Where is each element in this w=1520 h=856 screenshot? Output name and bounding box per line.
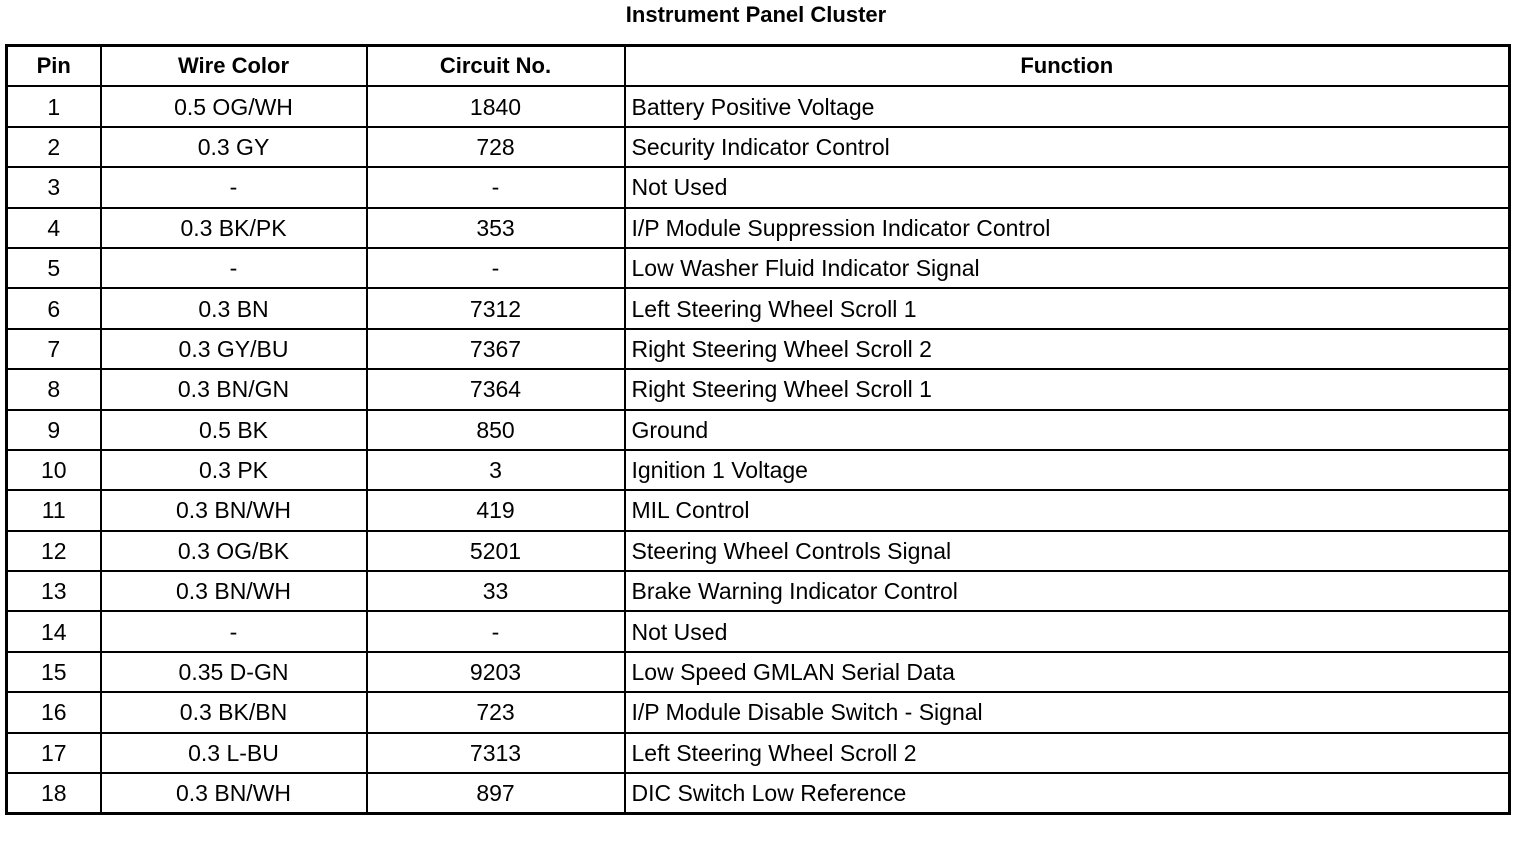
cell-pin: 13 bbox=[7, 571, 101, 611]
cell-function: Brake Warning Indicator Control bbox=[625, 571, 1510, 611]
table-row bbox=[7, 208, 1510, 248]
cell-pin: 4 bbox=[7, 208, 101, 248]
header-circuit-no: Circuit No. bbox=[367, 46, 625, 87]
table-row bbox=[7, 490, 1510, 530]
table-row bbox=[7, 611, 1510, 651]
cell-wire-color: - bbox=[101, 248, 367, 288]
cell-wire-color: 0.3 L-BU bbox=[101, 733, 367, 773]
table-row bbox=[7, 369, 1510, 409]
table-header-row bbox=[7, 46, 1510, 87]
table-body bbox=[7, 86, 1510, 814]
cell-circuit-no: - bbox=[367, 248, 625, 288]
page-title: Instrument Panel Cluster bbox=[625, 2, 887, 27]
table-row bbox=[7, 127, 1510, 167]
cell-wire-color: 0.5 OG/WH bbox=[101, 86, 367, 126]
cell-pin: 10 bbox=[7, 450, 101, 490]
table-row bbox=[7, 450, 1510, 490]
cell-circuit-no: 7364 bbox=[367, 369, 625, 409]
table-row bbox=[7, 248, 1510, 288]
table-row bbox=[7, 773, 1510, 814]
cell-function: Ground bbox=[625, 410, 1510, 450]
cell-function: MIL Control bbox=[625, 490, 1510, 530]
cell-function: Right Steering Wheel Scroll 1 bbox=[625, 369, 1510, 409]
cell-wire-color: 0.3 PK bbox=[101, 450, 367, 490]
cell-circuit-no: 7313 bbox=[367, 733, 625, 773]
cell-wire-color: 0.3 BK/PK bbox=[101, 208, 367, 248]
cell-pin: 14 bbox=[7, 611, 101, 651]
cell-wire-color: - bbox=[101, 611, 367, 651]
cell-pin: 17 bbox=[7, 733, 101, 773]
cell-function: Low Speed GMLAN Serial Data bbox=[625, 652, 1510, 692]
header-function: Function bbox=[625, 46, 1510, 87]
cell-wire-color: - bbox=[101, 167, 367, 207]
cell-circuit-no: 9203 bbox=[367, 652, 625, 692]
cell-function: Not Used bbox=[625, 611, 1510, 651]
cell-circuit-no: 723 bbox=[367, 692, 625, 732]
cell-pin: 7 bbox=[7, 329, 101, 369]
cell-circuit-no: 3 bbox=[367, 450, 625, 490]
cell-pin: 18 bbox=[7, 773, 101, 814]
cell-pin: 12 bbox=[7, 531, 101, 571]
table-row bbox=[7, 692, 1510, 732]
cell-pin: 16 bbox=[7, 692, 101, 732]
cell-function: I/P Module Suppression Indicator Control bbox=[625, 208, 1510, 248]
table-row bbox=[7, 288, 1510, 328]
connector-pin-table bbox=[5, 44, 1511, 815]
cell-wire-color: 0.3 BN/WH bbox=[101, 773, 367, 814]
cell-wire-color: 0.3 BK/BN bbox=[101, 692, 367, 732]
header-wire-color: Wire Color bbox=[101, 46, 367, 87]
cell-circuit-no: - bbox=[367, 167, 625, 207]
table-row bbox=[7, 652, 1510, 692]
cell-function: Right Steering Wheel Scroll 2 bbox=[625, 329, 1510, 369]
cell-function: Battery Positive Voltage bbox=[625, 86, 1510, 126]
cell-circuit-no: 7312 bbox=[367, 288, 625, 328]
cell-circuit-no: - bbox=[367, 611, 625, 651]
cell-pin: 15 bbox=[7, 652, 101, 692]
table-row bbox=[7, 531, 1510, 571]
cell-pin: 3 bbox=[7, 167, 101, 207]
cell-wire-color: 0.3 BN/WH bbox=[101, 571, 367, 611]
cell-wire-color: 0.3 BN/GN bbox=[101, 369, 367, 409]
cell-function: I/P Module Disable Switch - Signal bbox=[625, 692, 1510, 732]
cell-circuit-no: 5201 bbox=[367, 531, 625, 571]
header-pin: Pin bbox=[7, 46, 101, 87]
cell-circuit-no: 419 bbox=[367, 490, 625, 530]
table-row bbox=[7, 410, 1510, 450]
cell-function: Steering Wheel Controls Signal bbox=[625, 531, 1510, 571]
table-row bbox=[7, 571, 1510, 611]
table-row bbox=[7, 167, 1510, 207]
cell-circuit-no: 897 bbox=[367, 773, 625, 814]
table-row bbox=[7, 86, 1510, 126]
cell-wire-color: 0.5 BK bbox=[101, 410, 367, 450]
cell-function: Left Steering Wheel Scroll 1 bbox=[625, 288, 1510, 328]
cell-circuit-no: 33 bbox=[367, 571, 625, 611]
cell-function: Not Used bbox=[625, 167, 1510, 207]
cell-function: Security Indicator Control bbox=[625, 127, 1510, 167]
cell-function: Low Washer Fluid Indicator Signal bbox=[625, 248, 1510, 288]
cell-circuit-no: 353 bbox=[367, 208, 625, 248]
table-row bbox=[7, 329, 1510, 369]
cell-pin: 9 bbox=[7, 410, 101, 450]
cell-circuit-no: 850 bbox=[367, 410, 625, 450]
cell-pin: 6 bbox=[7, 288, 101, 328]
cell-wire-color: 0.3 GY/BU bbox=[101, 329, 367, 369]
cell-circuit-no: 7367 bbox=[367, 329, 625, 369]
cell-function: Ignition 1 Voltage bbox=[625, 450, 1510, 490]
cell-pin: 2 bbox=[7, 127, 101, 167]
cell-pin: 5 bbox=[7, 248, 101, 288]
cell-wire-color: 0.3 GY bbox=[101, 127, 367, 167]
cell-pin: 1 bbox=[7, 86, 101, 126]
cell-wire-color: 0.3 BN bbox=[101, 288, 367, 328]
cell-circuit-no: 1840 bbox=[367, 86, 625, 126]
table-row bbox=[7, 733, 1510, 773]
cell-wire-color: 0.3 OG/BK bbox=[101, 531, 367, 571]
cell-circuit-no: 728 bbox=[367, 127, 625, 167]
cell-pin: 8 bbox=[7, 369, 101, 409]
cell-pin: 11 bbox=[7, 490, 101, 530]
cell-wire-color: 0.3 BN/WH bbox=[101, 490, 367, 530]
cell-function: DIC Switch Low Reference bbox=[625, 773, 1510, 814]
cell-function: Left Steering Wheel Scroll 2 bbox=[625, 733, 1510, 773]
cell-wire-color: 0.35 D-GN bbox=[101, 652, 367, 692]
